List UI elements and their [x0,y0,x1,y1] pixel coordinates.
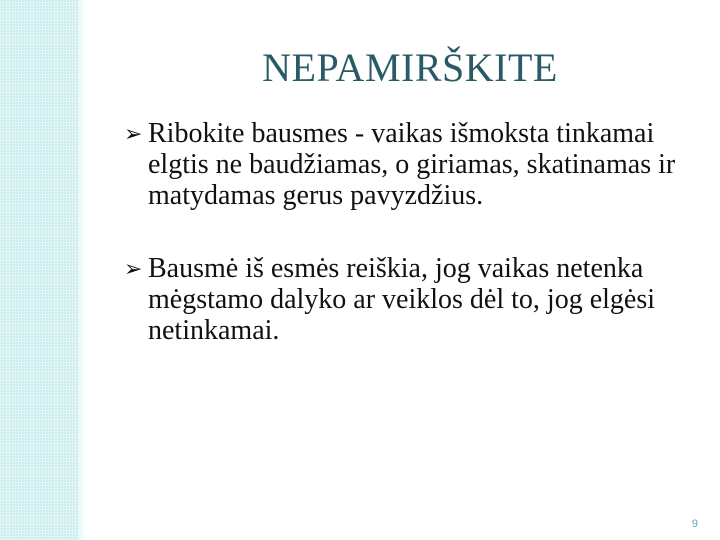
bullet-item [124,253,694,346]
bullet-text: Bausmė iš esmės reiškia, jog vaikas netenka mėgstamo dalyko ar veiklos dėl to, jog elgėsi netinkamai. [148,253,656,346]
arrowhead-bullet-icon: ➢ [124,256,143,281]
slide-title: NEPAMIRŠKITE [262,45,558,90]
bullet-list [124,118,694,346]
bullet-item [124,118,694,211]
page-number: 9 [691,518,698,530]
arrowhead-bullet-icon: ➢ [124,121,143,146]
bullet-text: Ribokite bausmes - vaikas išmoksta tinkamai elgtis ne baudžiamas, o giriamas, skatinamas ir matydamas gerus pavyzdžius. [148,118,676,211]
decorative-side-band-edge [78,0,86,540]
decorative-side-band [0,0,78,540]
